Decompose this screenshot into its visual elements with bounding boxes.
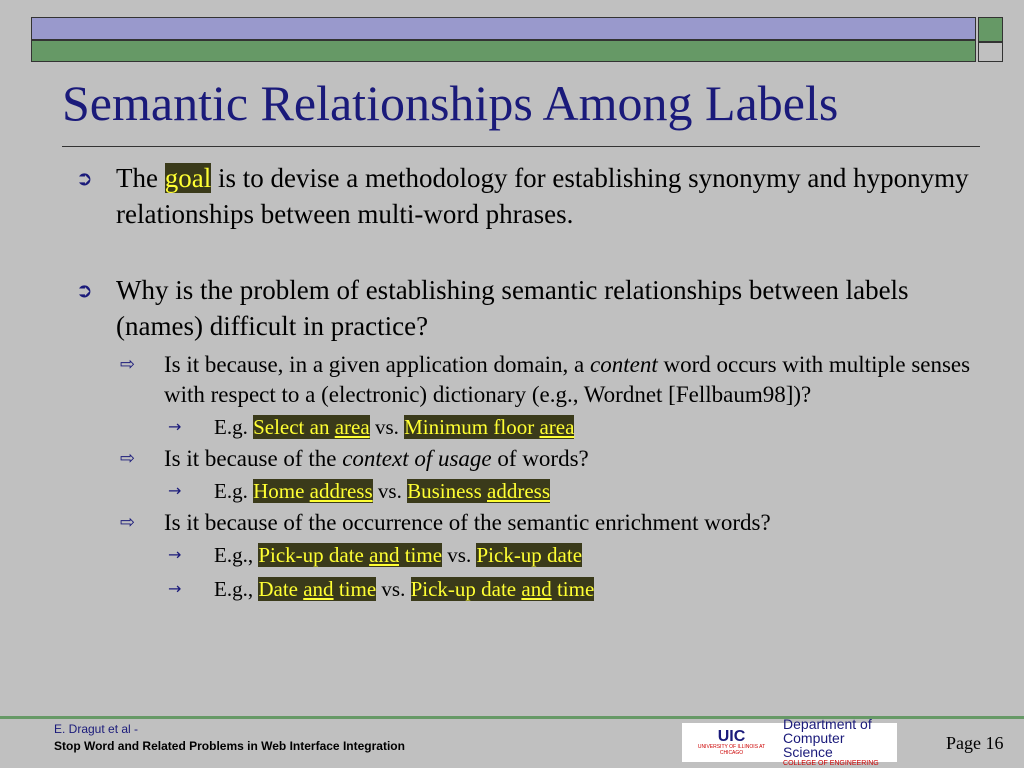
header-square-top (978, 17, 1003, 42)
example-3 (62, 538, 992, 572)
hollow-arrow-icon: ⇨ (120, 448, 136, 469)
department-name: Department of Computer Science COLLEGE OF ENGINEERING (783, 716, 879, 767)
bullet-1 (62, 160, 992, 232)
uic-cs-logo (682, 716, 897, 767)
footer-course: Stop Word and Related Problems in Web Interface Integration (54, 739, 405, 753)
footer-citation (54, 722, 405, 753)
hollow-arrow-icon: ⇨ (120, 354, 136, 375)
sub-bullet-3-text: Is it because of the occurrence of the semantic enrichment words? (164, 510, 771, 535)
page-number: Page 16 (946, 733, 1004, 753)
uic-logo-mark: UIC UNIVERSITY OF ILLINOIS AT CHICAGO (697, 727, 766, 756)
bullet-2 (62, 272, 992, 344)
title-divider (62, 146, 980, 147)
header-square-bottom (978, 42, 1003, 62)
hollow-arrow-icon: ⇨ (120, 512, 136, 533)
sub-bullet-1-text: Is it because, in a given application domain, a content word occurs with multiple senses with respect to a (electronic) dictionary (e.g., Wordnet [Fellbaum98])? (164, 352, 971, 407)
bullet-2-text: Why is the problem of establishing semantic relationships between labels (names) difficult in practice? (116, 275, 909, 341)
right-arrow-icon: → (168, 417, 182, 436)
arrow-bullet-icon: ➲ (76, 278, 93, 302)
example-4 (62, 572, 992, 606)
sub-bullet-2 (62, 444, 992, 474)
example-1-text: E.g. Select an area vs. Minimum floor area (214, 415, 575, 439)
example-3-text: E.g., Pick-up date and time vs. Pick-up date (214, 543, 583, 567)
header-bar-green (31, 40, 976, 62)
bullet-1-text: The goal is to devise a methodology for establishing synonymy and hyponymy relationships between multi-word phrases. (116, 163, 969, 229)
footer-author: E. Dragut et al - (54, 722, 139, 736)
right-arrow-icon: → (168, 579, 182, 598)
right-arrow-icon: → (168, 545, 182, 564)
sub-bullet-3 (62, 508, 992, 538)
right-arrow-icon: → (168, 481, 182, 500)
slide-body (62, 160, 992, 606)
arrow-bullet-icon: ➲ (76, 166, 93, 190)
header-bar-blue (31, 17, 976, 40)
slide-title: Semantic Relationships Among Labels (62, 75, 839, 131)
sub-bullet-1 (62, 350, 992, 410)
example-2 (62, 474, 992, 508)
example-4-text: E.g., Date and time vs. Pick-up date and time (214, 577, 595, 601)
sub-bullet-2-text: Is it because of the context of usage of words? (164, 446, 589, 471)
example-1 (62, 410, 992, 444)
example-2-text: E.g. Home address vs. Business address (214, 479, 550, 503)
